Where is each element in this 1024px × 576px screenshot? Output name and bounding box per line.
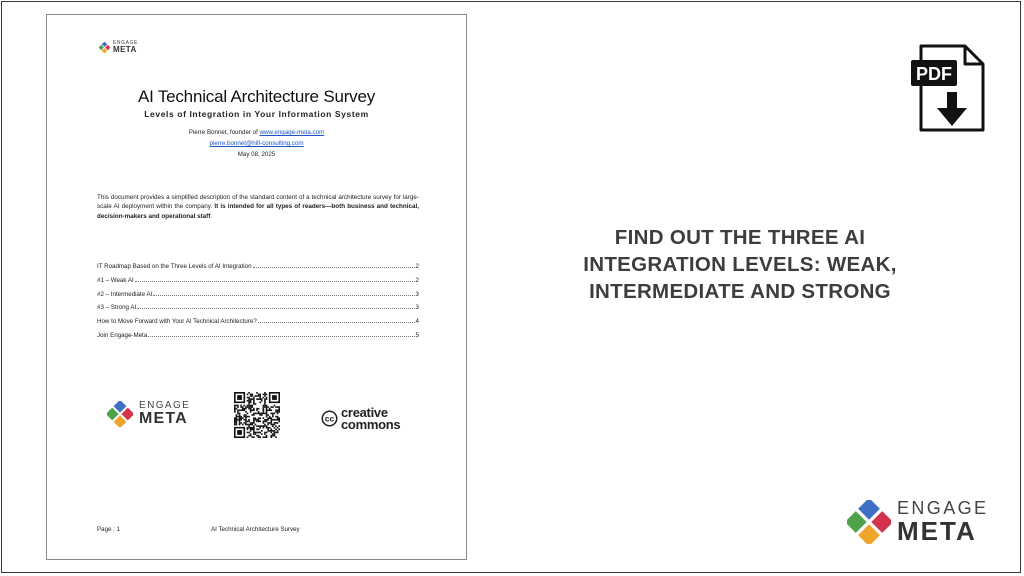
abstract-bold-text: It is intended for all types of readers—both business and technical, decision-makers and operational staff [97,203,420,220]
document-date: May 08, 2025 [237,151,276,158]
toc-entry[interactable] [97,328,419,342]
logo-word-meta: META [897,516,977,546]
toc-entry-label: Join Engage-Meta [97,331,148,339]
author-email-link[interactable]: pierre.bonnet@hifi-consulting.com [209,140,304,147]
toc-entry[interactable] [97,273,419,287]
toc-entry-label: IT Roadmap Based on the Three Levels of AI Integration [97,263,252,270]
logo-word-meta: META [139,410,188,427]
creative-commons-icon [321,410,338,427]
toc-entry-page: 4 [415,318,419,326]
toc-entry-page: 3 [415,290,419,298]
headline [540,224,940,305]
toc-entry[interactable] [97,300,419,314]
toc-entry[interactable] [97,287,419,301]
document-footer-page: Page : 1 [97,526,121,533]
document-title: AI Technical Architecture Survey [137,87,376,106]
document-author [47,129,466,136]
logo-word-engage: ENGAGE [897,498,989,518]
cc-word-commons: commons [341,416,401,432]
engage-meta-logo-icon [107,401,133,427]
toc-entry-page: 5 [415,331,419,339]
toc-entry-label: #3 – Strong AI [97,304,137,312]
document-page-preview[interactable] [46,14,467,560]
toc-entry-label: How to Move Forward with Your AI Technical Architecture? [97,318,257,326]
document-subtitle: Levels of Integration in Your Information System [144,109,369,119]
headline-line: INTERMEDIATE AND STRONG [589,280,891,303]
toc-entry-page: 2 [415,263,419,270]
headline-line: FIND OUT THE THREE AI [614,226,866,249]
cc-word-creative: creative [341,405,388,420]
abstract-text: This document provides a simplified description of the standard content of a technical architecture survey for large-scale AI deployment within the company. [97,194,419,211]
engage-meta-logo-icon [847,500,891,544]
author-website-link[interactable]: www.engage-meta.com [259,129,325,136]
engage-meta-logo-small [99,41,138,54]
document-footer-title: AI Technical Architecture Survey [211,526,300,533]
engage-meta-logo-icon [99,42,110,53]
creative-commons-logo [321,407,400,430]
toc-entry-page: 2 [415,276,419,284]
logo-word-engage: ENGAGE [113,40,138,46]
document-email [47,140,466,147]
toc-entry-label: #2 – Intermediate AI [97,290,153,298]
engage-meta-logo-document [107,401,190,427]
logo-word-engage: ENGAGE [139,400,191,411]
pdf-download-icon[interactable] [909,44,985,137]
qr-code-icon [234,392,280,438]
document-abstract [97,193,419,221]
toc-entry[interactable] [97,259,419,273]
engage-meta-logo-corner [847,499,988,544]
table-of-contents [97,259,419,342]
pdf-label: PDF [916,64,952,84]
headline-line: INTEGRATION LEVELS: WEAK, [583,253,897,276]
cc-symbol: cc [324,413,335,424]
toc-entry-label: #1 – Weak AI [97,276,134,284]
toc-entry-page: 3 [415,304,419,312]
logo-word-meta: META [113,45,137,54]
abstract-end: . [210,212,213,220]
author-prefix: Pierre Bonnet, founder of [188,129,260,136]
toc-entry[interactable] [97,314,419,328]
